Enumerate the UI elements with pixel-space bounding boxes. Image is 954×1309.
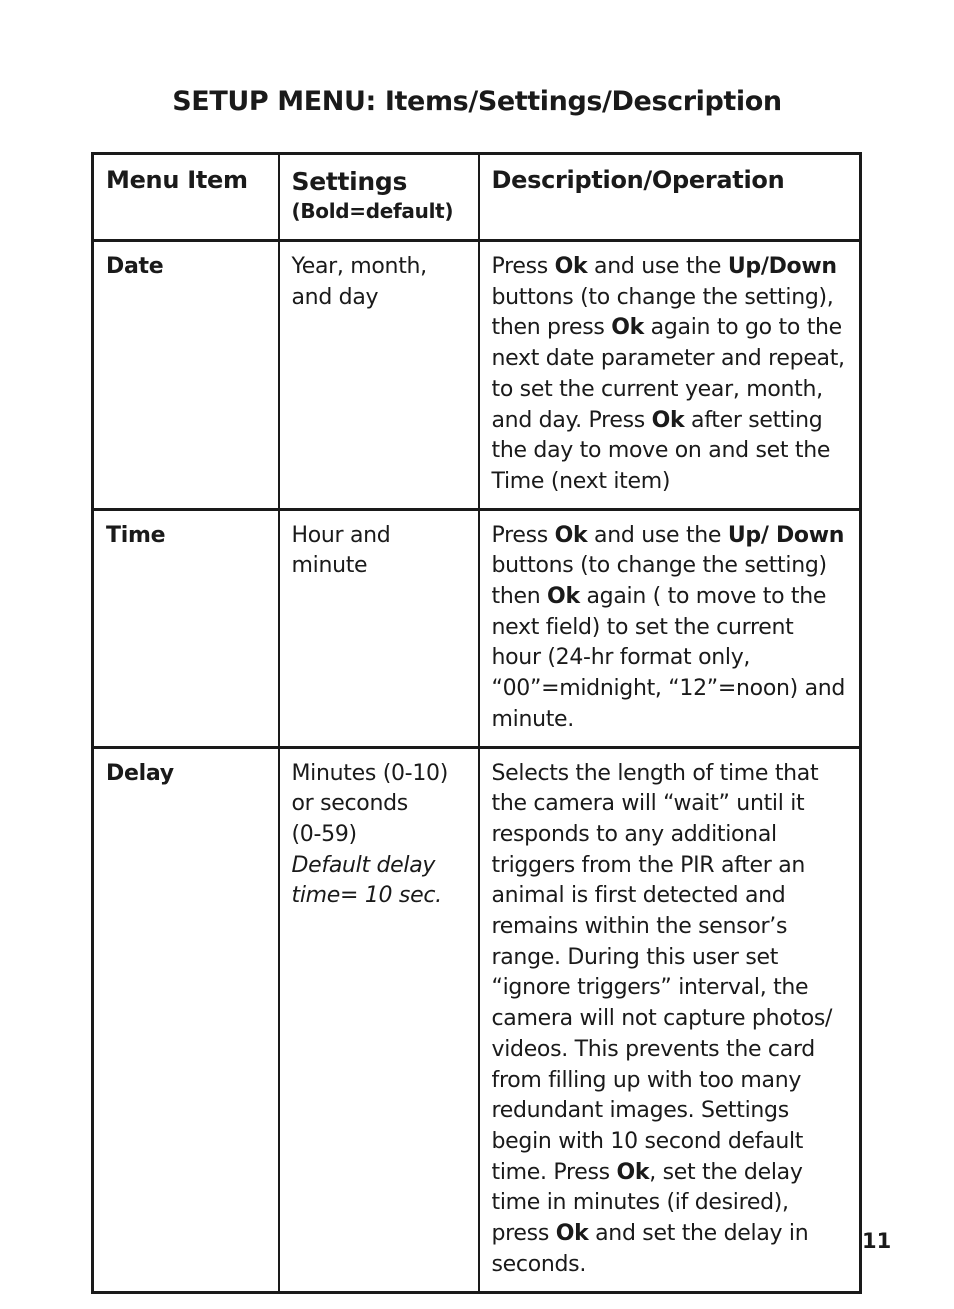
settings-line: (0-59)	[291, 821, 357, 847]
description-text: again ( to move to the next field) to set the current hour (24-hr format only, “00”=midnight, “12”=noon) and minute.	[491, 584, 846, 732]
button-name-text: Up/Down	[727, 254, 837, 279]
setup-menu-table	[91, 152, 862, 1294]
button-name-text: Ok	[651, 407, 685, 433]
table-row-time	[93, 509, 861, 747]
button-name-text: Up/ Down	[727, 522, 845, 548]
header-settings-note: (Bold=default)	[291, 199, 454, 223]
button-name-text: Ok	[554, 254, 588, 279]
settings-line: minute	[291, 553, 368, 579]
description-text: Press	[491, 254, 555, 279]
description-text: and set the delay in seconds.	[491, 1221, 809, 1277]
description-text: and use the	[587, 522, 728, 548]
table-row-delay	[93, 747, 861, 1292]
description-cell	[479, 747, 861, 1292]
table-header-row	[93, 154, 861, 241]
settings-cell	[279, 241, 479, 510]
settings-cell	[279, 747, 479, 1292]
default-delay-note: time= 10 sec.	[291, 883, 442, 909]
description-text: again to go to the next date parameter and repeat, to set the current year, month, and day. Press	[491, 315, 845, 433]
settings-line: Minutes (0-10)	[291, 760, 448, 786]
menu-item-cell: Delay	[93, 747, 279, 1292]
table-row-date	[93, 241, 861, 510]
header-description: Description/Operation	[479, 154, 861, 241]
settings-line: and day	[291, 284, 379, 310]
button-name-text: Ok	[555, 1221, 589, 1247]
page-title: SETUP MENU: Items/Settings/Description	[172, 86, 782, 117]
menu-item-cell: Date	[93, 241, 279, 510]
description-text: buttons (to change the setting) then	[491, 553, 827, 610]
button-name-text: Ok	[547, 584, 580, 610]
settings-line: Year, month,	[291, 254, 427, 279]
button-name-text: Ok	[616, 1159, 650, 1185]
description-text: Selects the length of time that the camera will “wait” until it responds to any additional triggers from the PIR after an animal is first detected and remains within the sensor’s range. During this user set “ignore triggers” interval, the camera will not capture photos/ videos. This prevents the card from filling up with too many redundant images. Settings begin with 10 second default time. Press	[491, 760, 833, 1185]
settings-cell	[279, 509, 479, 747]
default-delay-note: Default delay	[291, 852, 436, 878]
description-cell	[479, 241, 861, 510]
settings-line: or seconds	[291, 791, 408, 817]
page-number: 11	[862, 1229, 892, 1253]
description-text: , set the delay time in minutes (if desired), press	[491, 1159, 803, 1247]
header-menu-item: Menu Item	[93, 154, 279, 241]
description-text: and use the	[587, 254, 728, 279]
button-name-text: Ok	[611, 315, 644, 341]
description-text: after setting the day to move on and set the Time (next item)	[491, 407, 831, 494]
header-settings-label: Settings	[291, 167, 408, 196]
button-name-text: Ok	[554, 522, 588, 548]
description-cell	[479, 509, 861, 747]
header-settings	[279, 154, 479, 241]
menu-item-cell: Time	[93, 509, 279, 747]
description-text: buttons (to change the setting), then press	[491, 284, 834, 341]
description-text: Press	[491, 522, 555, 548]
settings-line: Hour and	[291, 522, 391, 548]
